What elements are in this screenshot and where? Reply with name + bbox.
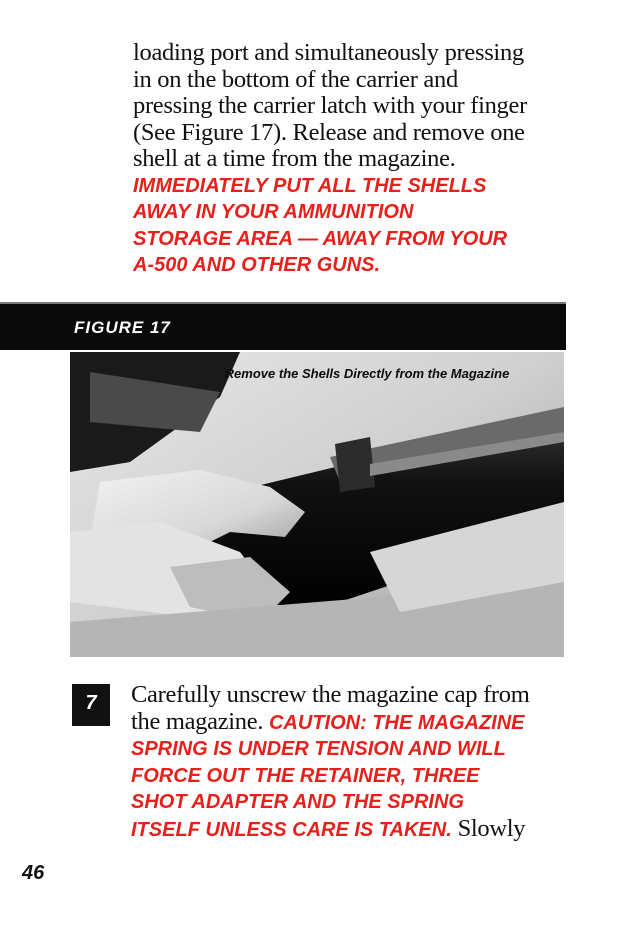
intro-line: in on the bottom of the carrier and [133,65,458,93]
caution-line: ITSELF UNLESS CARE IS TAKEN. [131,818,452,841]
page-number: 46 [22,862,45,884]
figure-photo [70,352,564,657]
figure-label: FIGURE 17 [74,318,171,337]
caution-line: SHOT ADAPTER AND THE SPRING [131,791,464,813]
intro-line: shell at a time from the magazine. [133,145,456,172]
figure-caption: Remove the Shells Directly from the Magazine [224,366,510,381]
intro-line: loading port and simultaneously pressing [133,39,524,66]
step-number: 7 [85,692,97,714]
caution-line: FORCE OUT THE RETAINER, THREE [131,764,480,787]
caution-line: CAUTION: THE MAGAZINE [268,711,525,734]
shotgun-magazine-photo [70,352,564,657]
step-line: Carefully unscrew the magazine cap from [131,681,530,708]
trailing-text: Slowly [457,814,526,842]
intro-paragraph [133,40,603,279]
step-number-badge [72,684,110,726]
warning-line: A-500 AND OTHER GUNS. [133,254,381,276]
warning-line: AWAY IN YOUR AMMUNITION [133,201,414,223]
step-line-2 [131,709,601,737]
warning-line: IMMEDIATELY PUT ALL THE SHELLS [133,174,487,197]
caution-line: SPRING IS UNDER TENSION AND WILL [131,738,506,760]
warning-line: STORAGE AREA — AWAY FROM YOUR [133,227,508,250]
step-line: the magazine. [131,707,264,735]
step-last-line [131,816,601,844]
storage-warning [133,173,603,279]
step-paragraph [131,682,601,843]
intro-line: pressing the carrier latch with your finger [133,92,527,119]
figure-header-bar [0,302,566,350]
intro-line: (See Figure 17). Release and remove one [133,118,525,146]
